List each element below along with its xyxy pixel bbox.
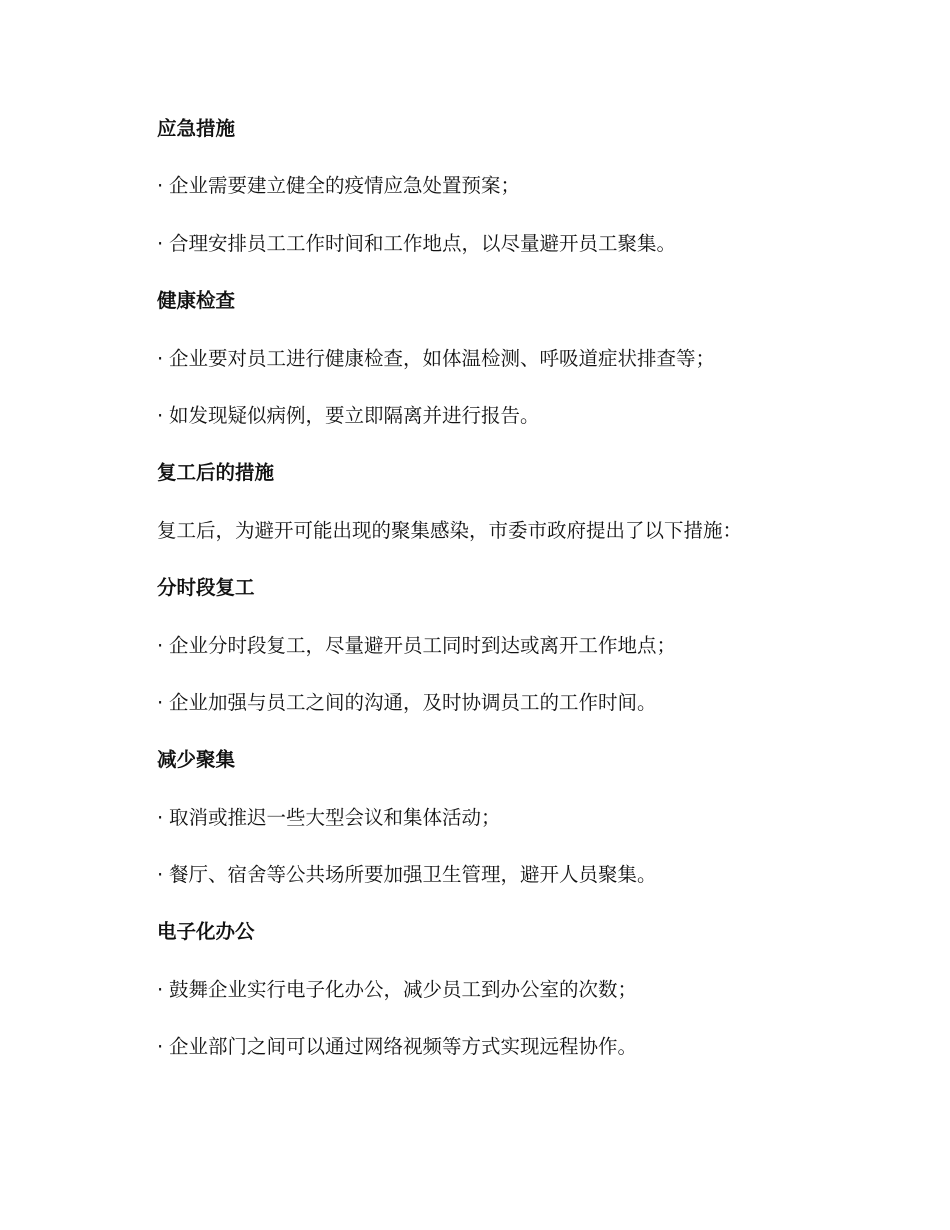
bullet-text: 企业加强与员工之间的沟通，及时协调员工的工作时间。	[169, 690, 657, 714]
bullet-text: 取消或推迟一些大型会议和集体活动；	[169, 805, 501, 829]
bullet-text: 企业部门之间可以通过网络视频等方式实现远程协作。	[169, 1035, 638, 1059]
bullet-icon: ·	[157, 805, 164, 829]
bullet-item	[157, 340, 857, 397]
bullet-icon: ·	[157, 346, 164, 370]
bullet-item	[157, 971, 857, 1028]
bullet-item	[157, 684, 857, 741]
section-heading: 电子化办公	[157, 920, 255, 944]
bullet-icon: ·	[157, 403, 164, 427]
bullet-icon: ·	[157, 863, 164, 887]
section-heading: 分时段复工	[157, 576, 255, 600]
bullet-item	[157, 856, 857, 913]
section-heading: 复工后的措施	[157, 461, 275, 485]
bullet-text: 鼓舞企业实行电子化办公，减少员工到办公室的次数；	[169, 977, 638, 1001]
section-heading: 健康检查	[157, 289, 236, 313]
bullet-icon: ·	[157, 231, 164, 255]
bullet-icon: ·	[157, 1035, 164, 1059]
bullet-item	[157, 225, 857, 282]
section-heading: 减少聚集	[157, 748, 236, 772]
bullet-item	[157, 627, 857, 684]
paragraph: 复工后，为避开可能出现的聚集感染，市委市政府提出了以下措施：	[157, 518, 743, 542]
bullet-icon: ·	[157, 690, 164, 714]
bullet-text: 合理安排员工工作时间和工作地点，以尽量避开员工聚集。	[169, 231, 677, 255]
bullet-item	[157, 1028, 857, 1085]
bullet-icon: ·	[157, 633, 164, 657]
section-heading: 应急措施	[157, 117, 236, 140]
document-body	[157, 110, 857, 1086]
bullet-text: 企业分时段复工，尽量避开员工同时到达或离开工作地点；	[169, 633, 677, 657]
bullet-text: 如发现疑似病例，要立即隔离并进行报告。	[169, 403, 540, 427]
bullet-text: 餐厅、宿舍等公共场所要加强卫生管理，避开人员聚集。	[169, 863, 657, 887]
bullet-icon: ·	[157, 977, 164, 1001]
bullet-text: 企业需要建立健全的疫情应急处置预案；	[169, 174, 521, 198]
bullet-item	[157, 167, 857, 224]
bullet-item	[157, 397, 857, 454]
bullet-text: 企业要对员工进行健康检查，如体温检测、呼吸道症状排查等；	[169, 346, 716, 370]
bullet-item	[157, 799, 857, 856]
bullet-icon: ·	[157, 174, 164, 198]
